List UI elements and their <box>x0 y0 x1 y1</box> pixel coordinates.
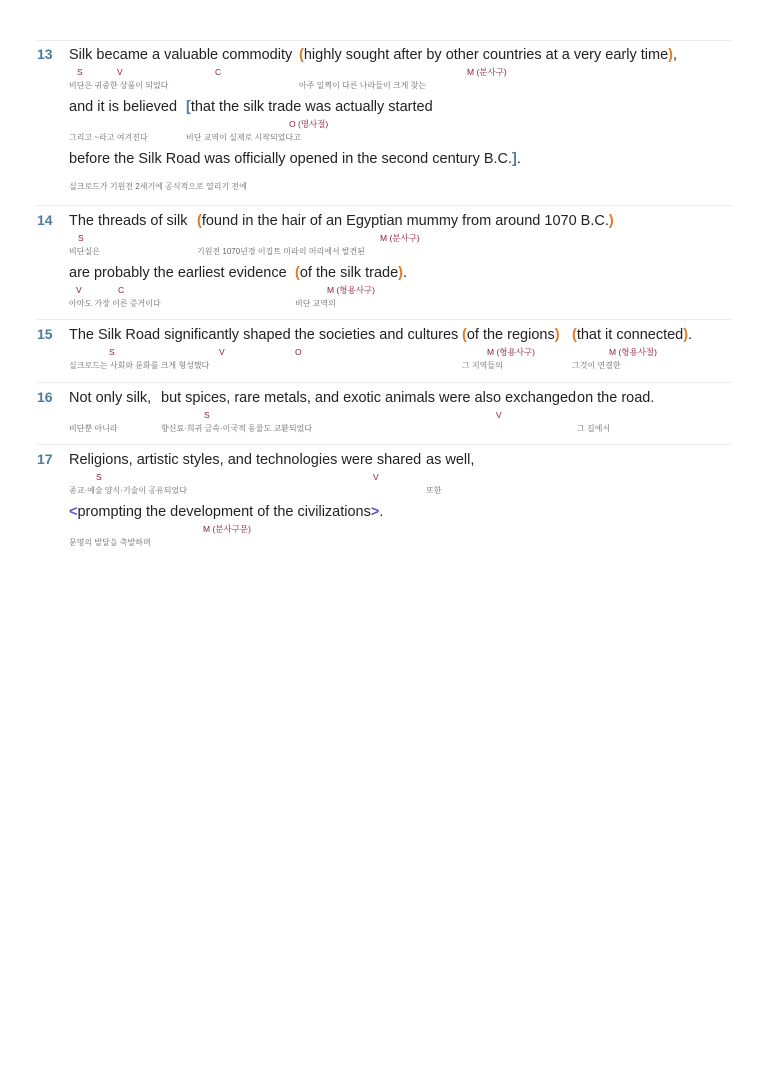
punctuation: . <box>516 151 521 167</box>
open-paren: ( <box>197 213 202 229</box>
open-paren: ( <box>462 327 467 343</box>
korean-translation: 향신료·희귀 금속·이국적 동물도 교환되었다 <box>161 424 313 433</box>
sentence-number: 13 <box>37 46 53 62</box>
section-divider <box>36 319 732 320</box>
close-paren: ) <box>554 327 560 343</box>
role-subject: S <box>96 472 102 482</box>
role-modifier: M (형용사구) <box>327 285 375 295</box>
korean-translation: 그 길에서 <box>577 424 611 433</box>
english-text: are probably the earliest evidence <box>69 265 287 281</box>
section-divider <box>36 205 732 206</box>
english-text <box>197 212 614 230</box>
korean-translation: 또한 <box>426 486 442 495</box>
english-text: but spices, rare metals, and exotic animals were also exchanged <box>161 390 577 406</box>
clause-text: that the silk trade was actually started <box>190 99 433 115</box>
sentence-number: 15 <box>37 326 53 342</box>
close-paren: ) <box>608 213 614 229</box>
english-text <box>299 46 677 64</box>
korean-translation: 종교·예술 양식·기술이 공유되었다 <box>69 486 187 495</box>
close-angle: > <box>370 504 380 520</box>
role-object: O <box>295 347 302 357</box>
korean-translation: 비단 교역의 <box>295 299 336 308</box>
korean-translation: 그것이 연결한 <box>572 361 621 370</box>
clause-text: before the Silk Road was officially opened in the second century B.C. <box>69 151 513 167</box>
korean-translation: 그리고 ~라고 여겨진다 <box>69 133 148 142</box>
english-text: Silk became a valuable commodity <box>69 47 293 63</box>
role-verb: V <box>117 67 123 77</box>
english-text: and it is believed <box>69 99 178 115</box>
phrase-text: prompting the development of the civilizations <box>77 504 371 520</box>
korean-translation: 기원전 1070년경 이집트 미라의 머리에서 발견된 <box>197 247 366 256</box>
korean-translation: 실크로드가 기원전 2세기에 공식적으로 열리기 전에 <box>69 182 247 191</box>
role-verb: V <box>76 285 82 295</box>
english-text <box>186 98 433 116</box>
sentence-number: 16 <box>37 389 53 405</box>
open-angle: < <box>69 504 78 520</box>
close-paren: ) <box>668 47 673 63</box>
english-text <box>462 326 560 344</box>
role-modifier: M (분사구) <box>380 233 420 243</box>
punctuation: . <box>688 327 693 343</box>
section-divider <box>36 382 732 383</box>
role-modifier: M (분사구문) <box>203 524 251 534</box>
korean-translation: 문명의 발달을 촉발하며 <box>69 538 151 547</box>
role-verb: V <box>496 410 502 420</box>
phrase-text: of the regions <box>466 327 555 343</box>
role-verb: V <box>373 472 379 482</box>
korean-translation: 비단은 귀중한 상품이 되었다 <box>69 81 169 90</box>
english-text: The threads of silk <box>69 213 188 229</box>
korean-translation: 그 지역들의 <box>462 361 503 370</box>
english-text: Religions, artistic styles, and technologies were shared <box>69 452 422 468</box>
sentence-number: 14 <box>37 212 53 228</box>
role-modifier: M (형용사절) <box>609 347 657 357</box>
close-bracket: ] <box>512 151 517 167</box>
role-modifier: M (분사구) <box>467 67 507 77</box>
punctuation: . <box>379 504 384 520</box>
english-text <box>69 150 521 168</box>
phrase-text: of the silk trade <box>299 265 399 281</box>
role-subject: S <box>109 347 115 357</box>
punctuation: . <box>403 265 408 281</box>
phrase-text: highly sought after by other countries at a very early time <box>303 47 669 63</box>
phrase-text: found in the hair of an Egyptian mummy from around 1070 B.C. <box>201 213 609 229</box>
role-subject: S <box>77 67 83 77</box>
clause-text: that it connected <box>576 327 684 343</box>
sentence-number: 17 <box>37 451 53 467</box>
role-subject: S <box>78 233 84 243</box>
english-text: as well, <box>426 452 475 468</box>
role-complement: C <box>118 285 125 295</box>
korean-translation: 아주 일찍이 다른 나라들이 크게 찾는 <box>299 81 427 90</box>
korean-translation: 실크로드는 사회와 문화를 크게 형성했다 <box>69 361 210 370</box>
role-verb: V <box>219 347 225 357</box>
english-text: on the road. <box>577 390 655 406</box>
english-text: Not only silk, <box>69 390 152 406</box>
role-modifier: M (형용사구) <box>487 347 535 357</box>
punctuation: , <box>672 47 678 63</box>
open-bracket: [ <box>186 99 191 115</box>
close-paren: ) <box>398 265 404 281</box>
open-paren: ( <box>295 265 300 281</box>
section-divider <box>36 444 732 445</box>
english-text <box>572 326 692 344</box>
role-object: O (명사절) <box>289 119 329 129</box>
english-text: The Silk Road significantly shaped the societies and cultures <box>69 327 459 343</box>
close-paren: ) <box>683 327 689 343</box>
korean-translation: 비단 교역이 실제로 시작되었다고 <box>186 133 301 142</box>
role-complement: C <box>215 67 222 77</box>
open-paren: ( <box>299 47 304 63</box>
section-divider <box>36 40 732 41</box>
open-paren: ( <box>572 327 577 343</box>
role-subject: S <box>204 410 210 420</box>
english-text <box>295 264 407 282</box>
english-text <box>69 503 383 521</box>
korean-translation: 아마도 가장 이른 증거이다 <box>69 299 161 308</box>
korean-translation: 비단실은 <box>69 247 100 256</box>
korean-translation: 비단뿐 아니라 <box>69 424 118 433</box>
